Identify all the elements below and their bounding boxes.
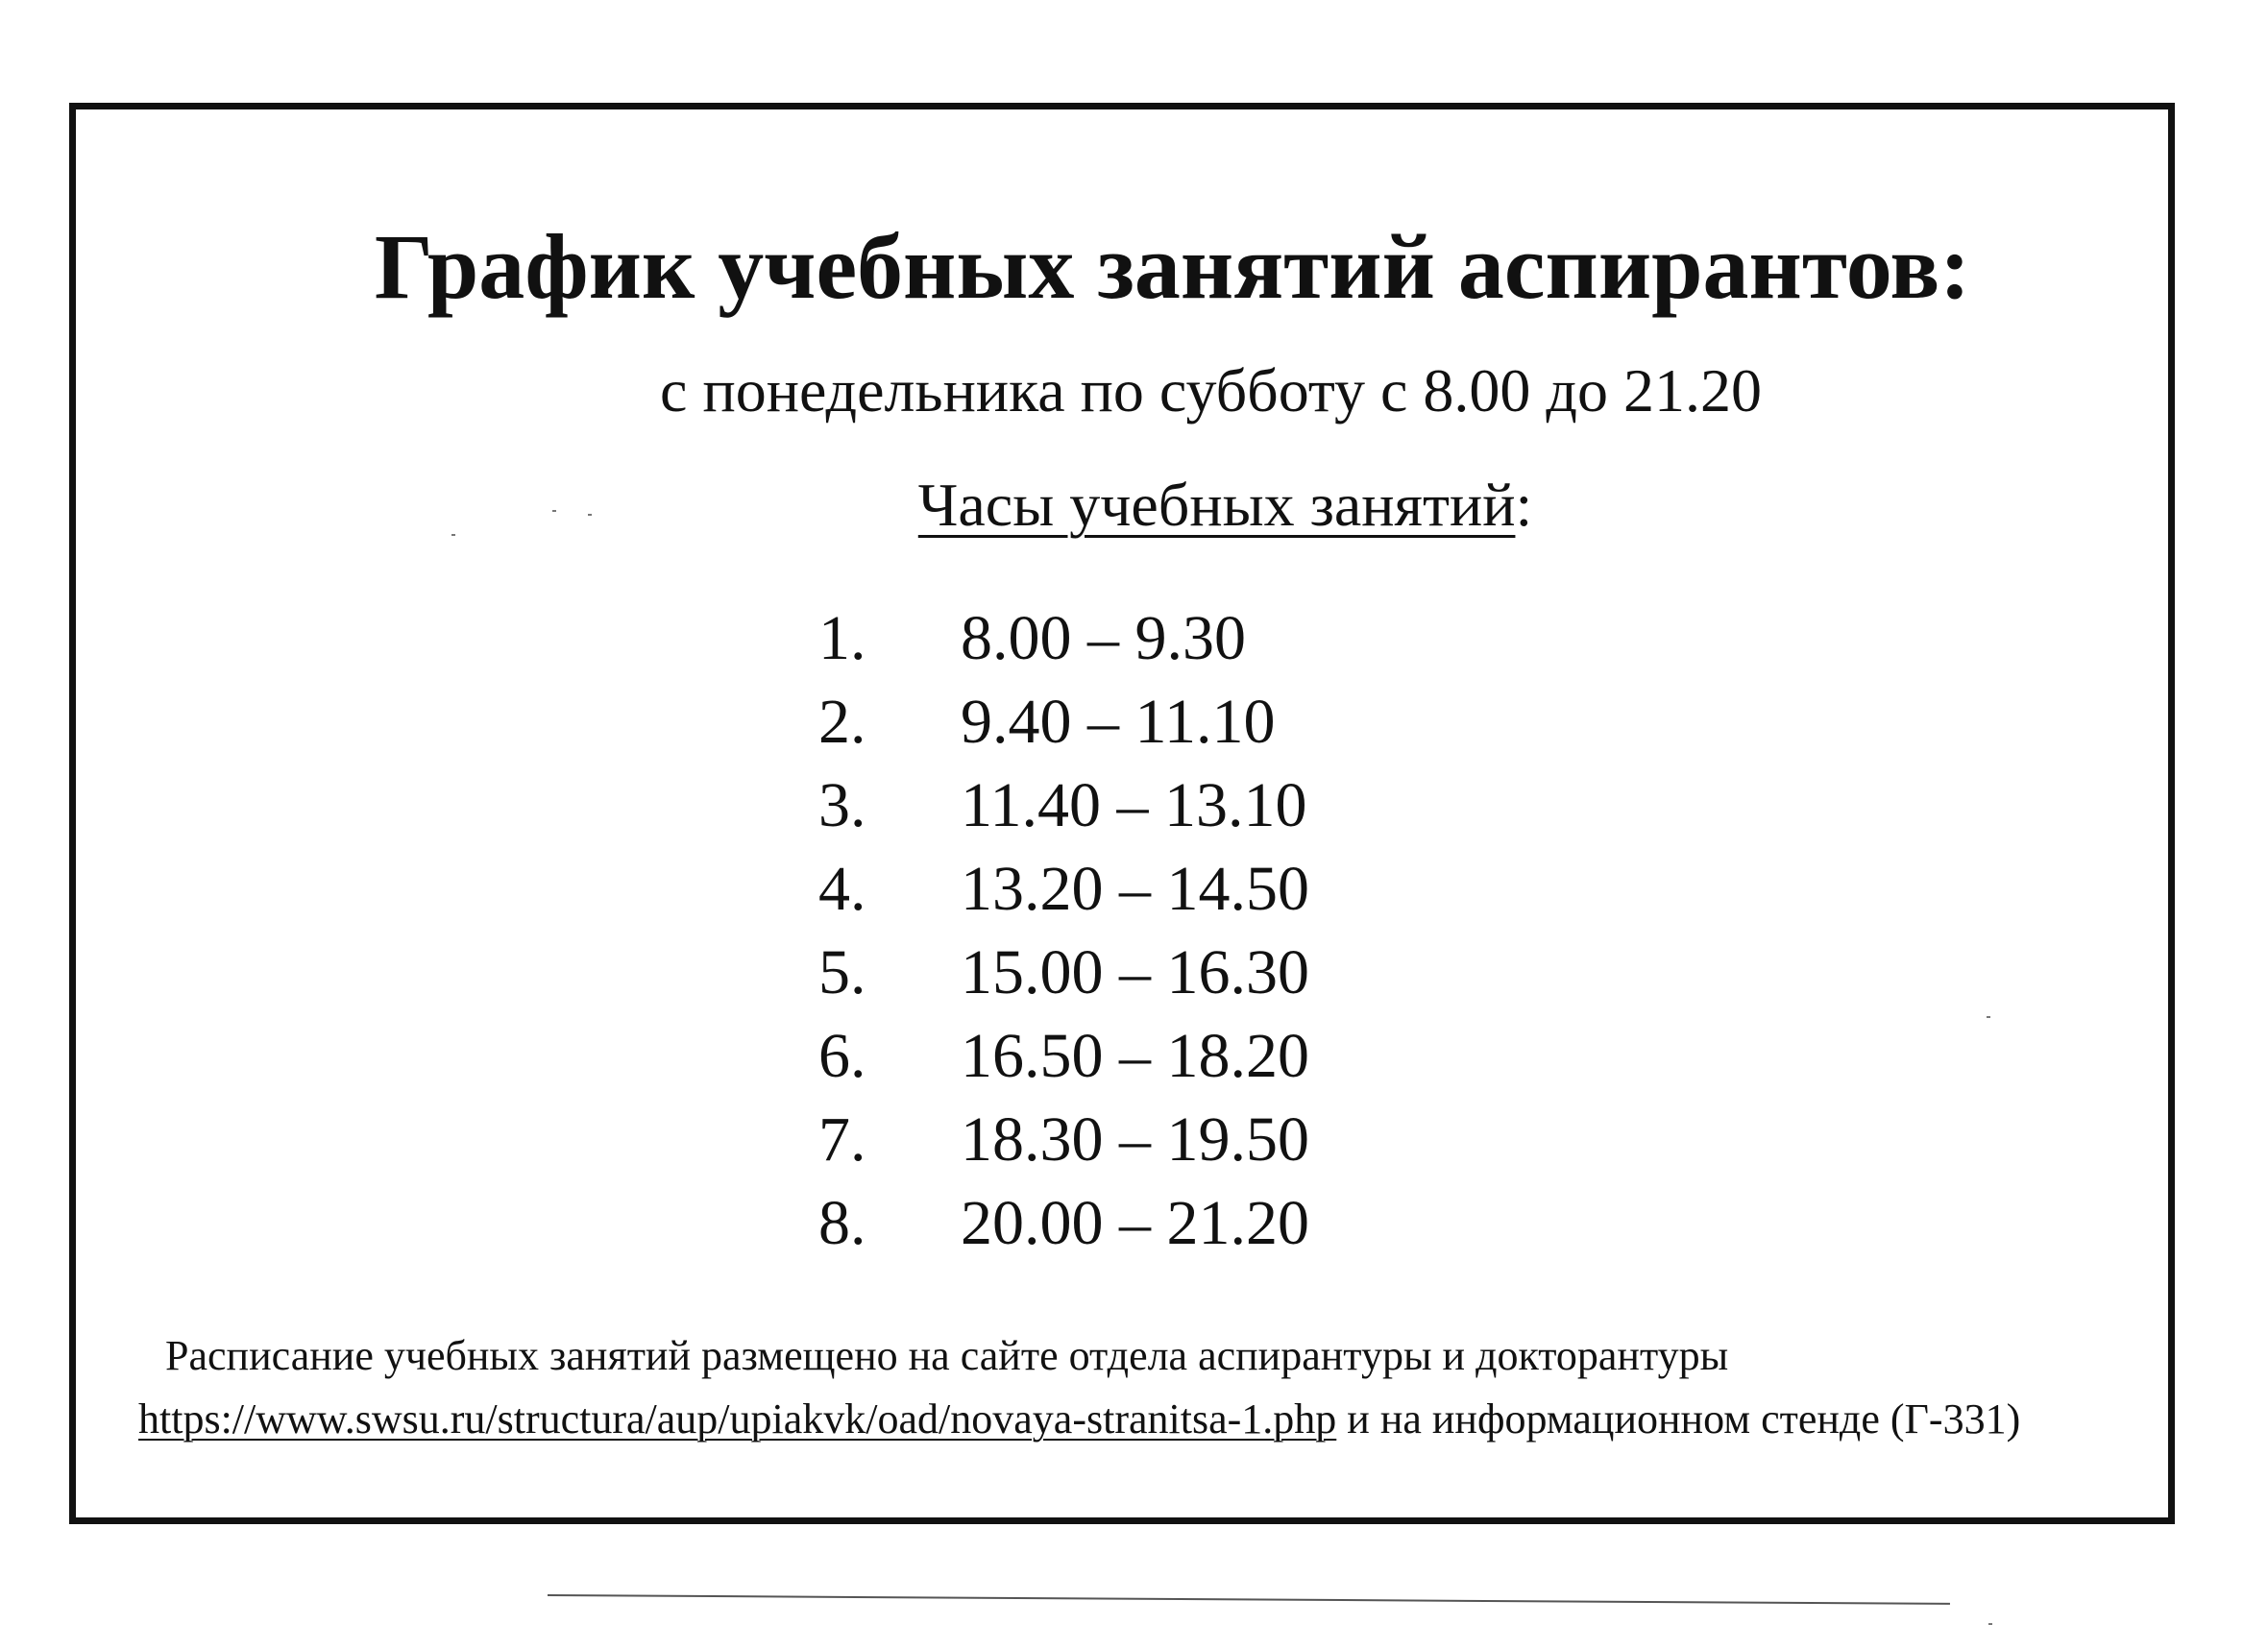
time-slot [818,687,1309,774]
slot-time: 11.40 – 13.10 [961,770,1307,840]
time-slot [818,854,1309,941]
slot-time: 20.00 – 21.20 [961,1188,1309,1258]
time-slot [818,1188,1309,1275]
time-slot-list [818,603,1309,1275]
time-slot [818,937,1309,1025]
slot-number: 7. [818,1104,866,1175]
scan-artifact-line [548,1594,1950,1605]
time-slot [818,1021,1309,1108]
hours-heading-colon: : [1515,471,1533,539]
time-slot [818,770,1309,858]
hours-heading-text: Часы учебных занятий [917,471,1516,539]
slot-time: 15.00 – 16.30 [961,937,1309,1007]
slot-time: 18.30 – 19.50 [961,1104,1309,1175]
schedule-days-range: с понедельника по субботу с 8.00 до 21.20 [660,356,1762,424]
slot-number: 3. [818,770,866,840]
scan-artifact-dot [451,534,455,536]
footer-link-line [0,1395,2268,1443]
slot-time: 8.00 – 9.30 [961,603,1246,673]
slot-number: 5. [818,937,866,1007]
scan-artifact-dot [588,514,592,516]
document-title: График учебных занятий аспирантов: [374,215,1971,318]
slot-number: 4. [818,854,866,924]
slot-time: 16.50 – 18.20 [961,1021,1309,1091]
slot-number: 2. [818,687,866,757]
footer-stand-location: и на информационном стенде (Г-331) [1336,1395,2021,1443]
slot-number: 1. [818,603,866,673]
scan-artifact-dot [552,510,556,512]
time-slot [818,1104,1309,1192]
slot-number: 8. [818,1188,866,1258]
slot-time: 13.20 – 14.50 [961,854,1309,924]
slot-time: 9.40 – 11.10 [961,687,1276,757]
footer-note: Расписание учебных занятий размещено на сайте отдела аспирантуры и докторантуры [165,1332,1729,1379]
slot-number: 6. [818,1021,866,1091]
scan-artifact-dot [1987,1016,1990,1018]
schedule-website-link[interactable]: https://www.swsu.ru/structura/aup/upiakvk/oad/novaya-stranitsa-1.php [138,1395,1337,1443]
hours-heading [0,471,2268,539]
time-slot [818,603,1309,691]
